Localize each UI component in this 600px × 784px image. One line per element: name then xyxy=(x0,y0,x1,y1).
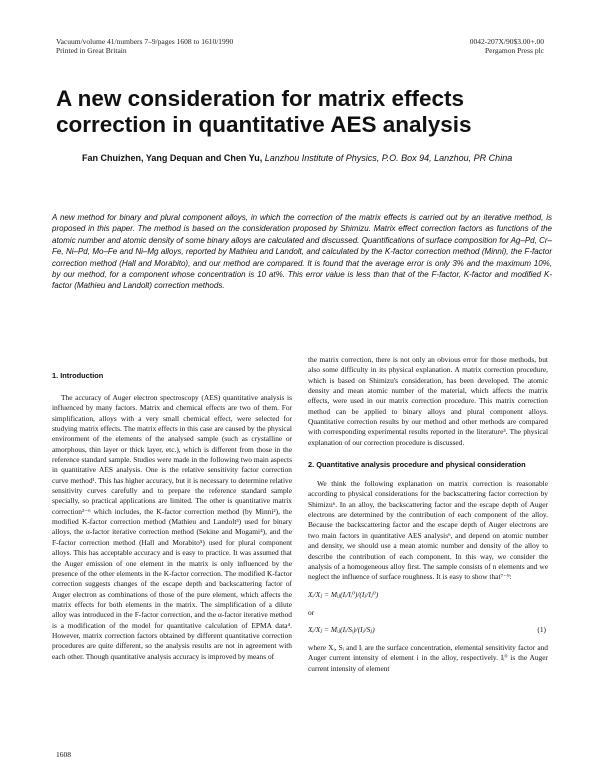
equation-or: or xyxy=(308,607,315,617)
section-heading-procedure: 2. Quantitative analysis procedure and physical consideration xyxy=(308,460,526,470)
journal-header xyxy=(56,37,233,55)
abstract: A new method for binary and plural component alloys, in which the correction of the matrix effects is carried out by an iterative method, is proposed in this paper. The method is based on the consideration proposed by Shimizu. Matrix effect correction factors as functions of the atomic number and atomic density of some binary alloys are calculated and discussed. Quantifications of surface composition for Ag–Pd, Cr–Fe, Ni–Pd, Mo–Fe and Ni–Mg alloys, reported by Mathieu and Landolt, and calculated by the K-factor correction method (Minni), the F-factor correction method (Hall and Morabito), and our method are compared. It is found that the average error is only 3% and the maximum 10%, by our method, for a component whose concentration is 10 at%. This error value is less than that of the F-factor, K-factor and modified K-factor (Mathieu and Landolt) correction methods. xyxy=(52,213,552,291)
where-paragraph: where Xᵢ, Sᵢ and Iᵢ are the surface concentration, elemental sensitivity factor and Auger current intensity of element i in the alloy, respectively. Iᵢ⁰ is the Auger current intensity of element xyxy=(308,642,548,673)
issn-price: 0042-207X/90$3.00+.00 xyxy=(469,37,544,46)
author-names: Fan Chuizhen, Yang Dequan and Chen Yu, xyxy=(82,153,263,163)
page-number: 1608 xyxy=(56,750,71,759)
procedure-paragraph: We think the following explanation on matrix correction is reasonable according to physical considerations for the backscattering factor correction by Shimizu⁶. In an alloy, the backscattering factor and the escape depth of Auger electrons are determined by the contribution of each component of the alloy. Because the backscattering factor and the escape depth of Auger electrons are two main factors in quantitative AES analysis⁶, and depend on atomic number and density, we should use a mean atomic number and density of the alloy to describe the contribution of each component. In this way, we consider the analysis of a homogeneous alloy first. The sample consists of n elements and we neglect the influence of surface roughness. It is easy to show that⁷⁻⁹: xyxy=(308,479,548,582)
equation-a-text: Xᵢ/Xⱼ = Mᵢⱼ(Iᵢ/Iᵢ⁰)/(Iⱼ/Iⱼ⁰) xyxy=(308,589,379,599)
equation-b-text: Xᵢ/Xⱼ = Mᵢⱼ(Iᵢ/Sᵢ)/(Iⱼ/Sⱼ) xyxy=(308,624,375,634)
equation-ratio-intensity xyxy=(308,590,548,601)
introduction-continued-paragraph: the matrix correction, there is not only an obvious error for those methods, but also some difficulty in its physical explanation. A matrix correction procedure, which is based on Shimizu's consideration, has been developed. The atomic density and mean atomic number of the material, which affects the matrix effects, were used in our matrix correction procedure. This matrix correction method can be applied to binary alloys and plural component alloys. Quantitative correction results by our method and other methods are compared with corresponding experimental results reported in the literature³. The physical explanation of our correction procedure is discussed. xyxy=(308,355,548,447)
introduction-paragraph: The accuracy of Auger electron spectroscopy (AES) quantitative analysis is influenced by many factors. Matrix and chemical effects are two of them. For simplification, alloys with a very small chemical effect, were selected for studying matrix effects. The matrix effects in this case are caused by the physical environment of the elements of the analysed sample (such as crystalline or amorphous, thin layer or thick layer, etc.), which is different from those in the reference standard sample. Studies were made in the following two main aspects in quantitative AES analysis. One is the relative sensitivity factor correction curve method¹. This has higher accuracy, but it is necessary to determine relative sensitivity curves carefully and to prepare the reference standard sample specially, so practical applications are limited. The other is quantitative matrix correction²⁻⁶ which includes, the K-factor correction method (by Minni²), the modified K-factor correction method (Mathieu and Landolt³) used for binary alloys, the α-factor iterative correction method (Sekine and Mogami⁴), and the F-factor correction method (Hall and Morabito⁵) used for plural component alloys. This has acceptable accuracy and is easy to practice. It was assumed that the Auger emission of one element in the matrix is only influenced by the presence of the other elements in the K-factor correction. The modified K-factor correction suggests changes of the escape depth and backscattering factor of Auger electron as combinations of those of the pure element, which affects the matrix effects for both elements in the matrix. The simplification of a dilute alloy was introduced in the F-factor correction, and the α-factor iterative method is a modification of the model for quantitative calculation of EPMA data⁴. However, matrix correction factors obtained by different quantitative correction procedures are quite different, so the analysis results are not in agreement with each other. Though quantitative analysis accuracy is improved by means of xyxy=(52,393,292,661)
paper-title: A new consideration for matrix effects correction in quantitative AES analysis xyxy=(56,86,472,137)
equation-1 xyxy=(308,625,548,636)
equation-number: (1) xyxy=(537,624,546,634)
publisher-name: Pergamon Press plc xyxy=(484,46,544,55)
author-affiliation: Lanzhou Institute of Physics, P.O. Box 94, Lanzhou, PR China xyxy=(264,153,513,163)
right-column xyxy=(308,355,548,674)
left-column xyxy=(52,355,292,662)
journal-citation: Vacuum/volume 41/numbers 7–9/pages 1608 to 1610/1990 xyxy=(56,37,234,46)
publisher-header xyxy=(470,37,544,55)
printed-in: Printed in Great Britain xyxy=(56,46,127,55)
section-heading-introduction: 1. Introduction xyxy=(52,371,104,380)
author-line xyxy=(82,152,582,164)
